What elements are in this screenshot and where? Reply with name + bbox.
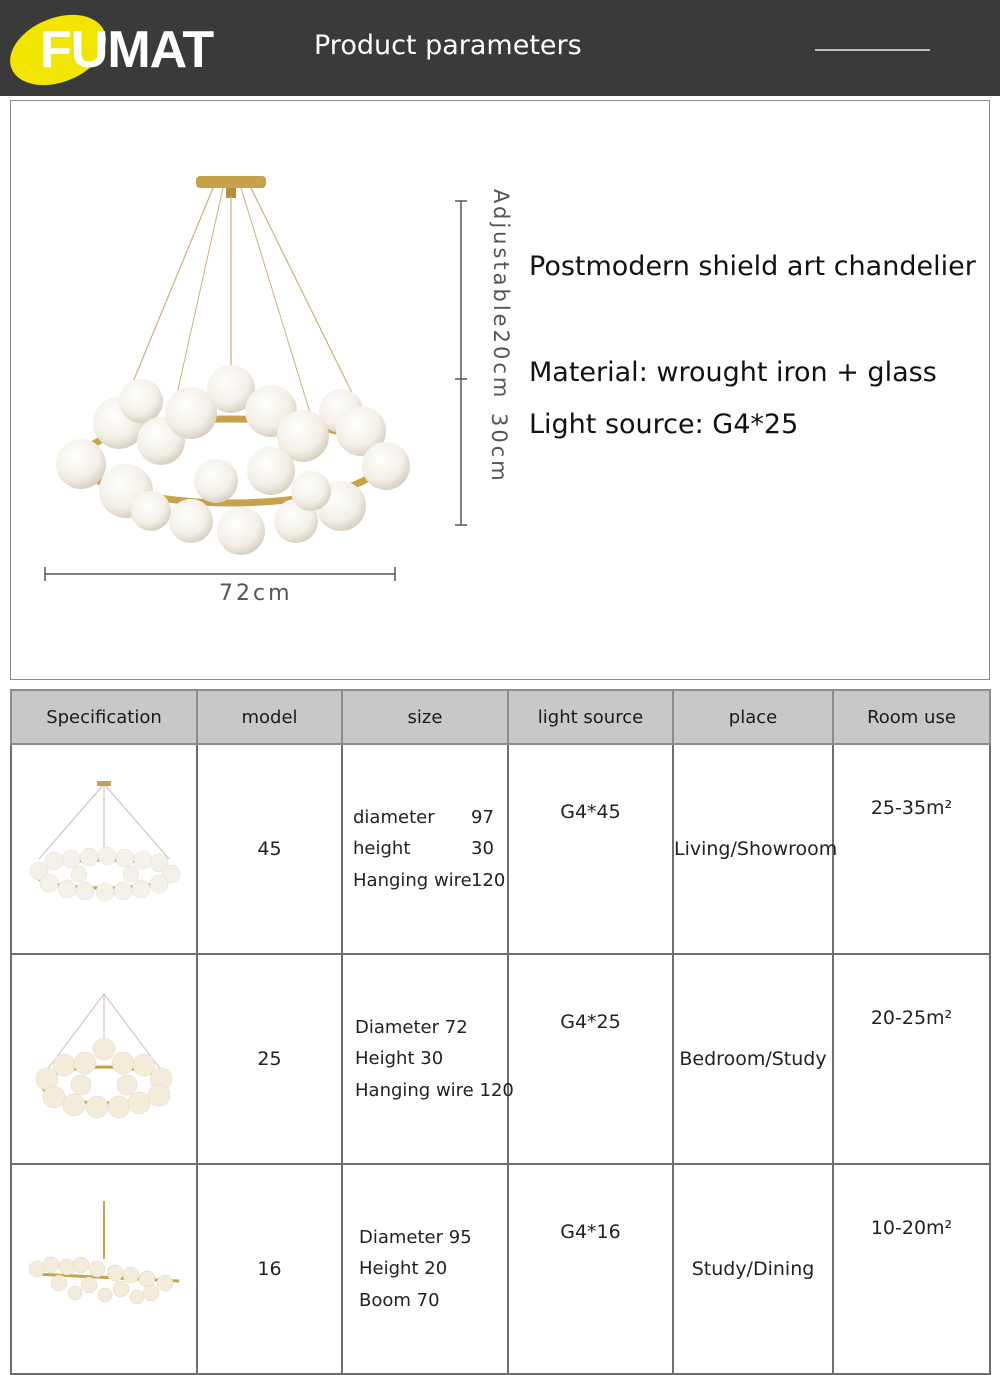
logo-text: [40, 20, 213, 80]
header-size: size: [342, 690, 508, 744]
spec-table: [10, 689, 991, 1375]
chandelier-25-thumbnail: [19, 989, 189, 1129]
place-cell: Study/Dining: [673, 1164, 833, 1374]
model-cell: 16: [197, 1164, 342, 1374]
table-row: [11, 744, 990, 954]
product-material: Material: wrought iron + glass: [529, 357, 937, 388]
header-divider: [815, 49, 930, 51]
logo-text-value: FUMAT: [40, 21, 214, 79]
product-panel: [10, 100, 990, 680]
header-place: place: [673, 690, 833, 744]
light-source-cell: G4*25: [508, 954, 673, 1164]
spec-image-cell: [11, 744, 197, 954]
place-cell: Living/Showroom: [673, 744, 833, 954]
brand-logo: [6, 10, 238, 90]
spec-image-cell: [11, 954, 197, 1164]
size-label: height: [353, 838, 411, 860]
light-source-cell: G4*16: [508, 1164, 673, 1374]
size-cell: [342, 744, 508, 954]
size-value: 20: [424, 1258, 448, 1280]
size-value: 97: [471, 806, 494, 828]
room-use-cell: 20-25m²: [833, 954, 990, 1164]
model-cell: 45: [197, 744, 342, 954]
header-model: model: [197, 690, 342, 744]
size-value: 72: [444, 1016, 468, 1038]
header-light-source: light source: [508, 690, 673, 744]
size-label: Diameter: [359, 1226, 444, 1248]
size-cell: [342, 1164, 508, 1374]
size-value: 30: [420, 1048, 444, 1070]
size-label: Diameter: [355, 1016, 440, 1038]
size-label: Hanging wire: [355, 1079, 474, 1101]
size-label: diameter: [353, 806, 435, 828]
size-value: 120: [471, 869, 506, 891]
size-value: 95: [448, 1226, 472, 1248]
light-source-cell: G4*45: [508, 744, 673, 954]
dimension-adjustable: Adjustable20cm: [489, 189, 513, 401]
room-use-cell: 25-35m²: [833, 744, 990, 954]
size-value: 70: [416, 1289, 440, 1311]
header-room-use: Room use: [833, 690, 990, 744]
page-title: Product parameters: [314, 30, 582, 61]
size-label: Height: [359, 1258, 419, 1280]
chandelier-image: [41, 161, 481, 631]
size-value: 30: [471, 838, 494, 860]
spec-image-cell: [11, 1164, 197, 1374]
chandelier-16-thumbnail: [19, 1199, 189, 1339]
size-label: Hanging wire: [353, 869, 472, 891]
table-header-row: [11, 690, 990, 744]
dimension-height: 30cm: [487, 413, 511, 484]
table-row: [11, 1164, 990, 1374]
room-use-cell: 10-20m²: [833, 1164, 990, 1374]
size-label: Boom: [359, 1289, 411, 1311]
height-dimension-line: [451, 191, 471, 531]
chandelier-45-thumbnail: [19, 779, 189, 919]
size-value: 120: [479, 1079, 514, 1101]
header-specification: Specification: [11, 690, 197, 744]
header-bar: [0, 0, 1000, 96]
place-cell: Bedroom/Study: [673, 954, 833, 1164]
model-cell: 25: [197, 954, 342, 1164]
dimension-width: 72cm: [219, 581, 293, 606]
table-row: [11, 954, 990, 1164]
size-label: Height: [355, 1048, 415, 1070]
product-light-source: Light source: G4*25: [529, 409, 799, 440]
size-cell: [342, 954, 514, 1164]
product-name: Postmodern shield art chandelier: [529, 251, 976, 282]
